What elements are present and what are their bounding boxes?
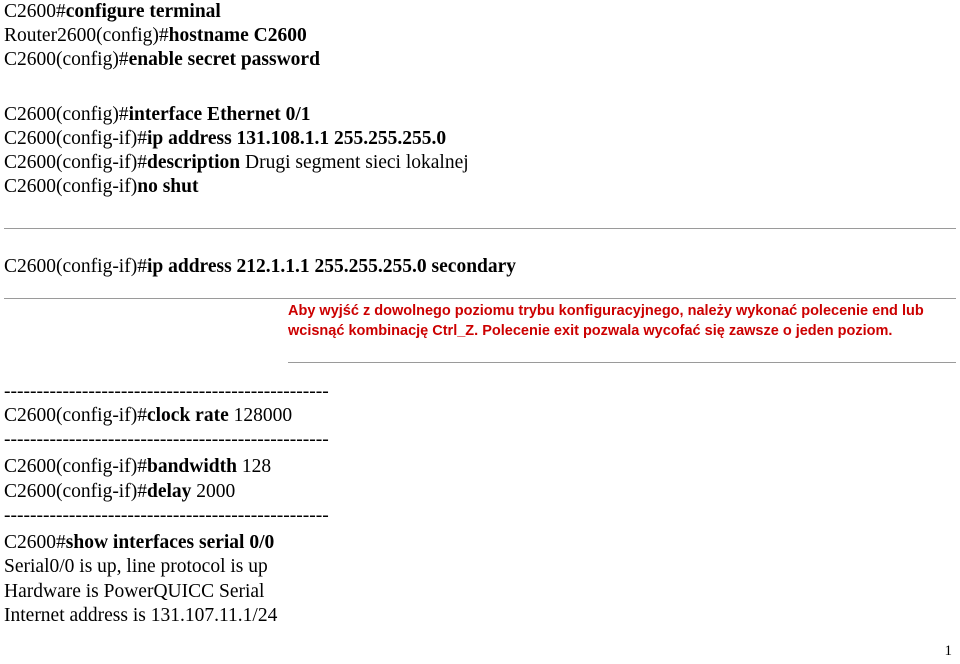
dash-separator: -------------------------------------------------- bbox=[4, 429, 329, 450]
separator-rule bbox=[4, 298, 956, 299]
config-line: C2600(config-if)#description Drugi segment sieci lokalnej bbox=[4, 152, 469, 173]
separator-rule bbox=[4, 228, 956, 229]
config-line: C2600(config-if)no shut bbox=[4, 176, 199, 197]
config-line: C2600#configure terminal bbox=[4, 1, 221, 22]
config-line: C2600(config-if)#delay 2000 bbox=[4, 481, 236, 502]
output-line: Serial0/0 is up, line protocol is up bbox=[4, 556, 268, 577]
config-line: Router2600(config)#hostname C2600 bbox=[4, 25, 307, 46]
dash-separator: -------------------------------------------------- bbox=[4, 381, 329, 402]
config-line: C2600(config-if)#clock rate 128000 bbox=[4, 405, 293, 426]
note-underline bbox=[288, 362, 956, 363]
dash-separator: -------------------------------------------------- bbox=[4, 505, 329, 526]
config-line: C2600(config)#enable secret password bbox=[4, 49, 320, 70]
output-line: Internet address is 131.107.11.1/24 bbox=[4, 605, 278, 626]
config-line: C2600(config-if)#ip address 131.108.1.1 255.255.255.0 bbox=[4, 128, 447, 149]
config-line: C2600(config-if)#ip address 212.1.1.1 255.255.255.0 secondary bbox=[4, 256, 517, 277]
output-line: Hardware is PowerQUICC Serial bbox=[4, 581, 265, 602]
config-line: C2600(config-if)#bandwidth 128 bbox=[4, 456, 272, 477]
page-number: 1 bbox=[944, 643, 952, 659]
config-line: C2600(config)#interface Ethernet 0/1 bbox=[4, 104, 311, 125]
exit-mode-note: Aby wyjść z dowolnego poziomu trybu konfiguracyjnego, należy wykonać polecenie end lub wcisnąć kombinację Ctrl_Z. Polecenie exit pozwala wycofać się zawsze o jeden poziom. bbox=[288, 303, 924, 339]
config-line: C2600#show interfaces serial 0/0 bbox=[4, 532, 275, 553]
